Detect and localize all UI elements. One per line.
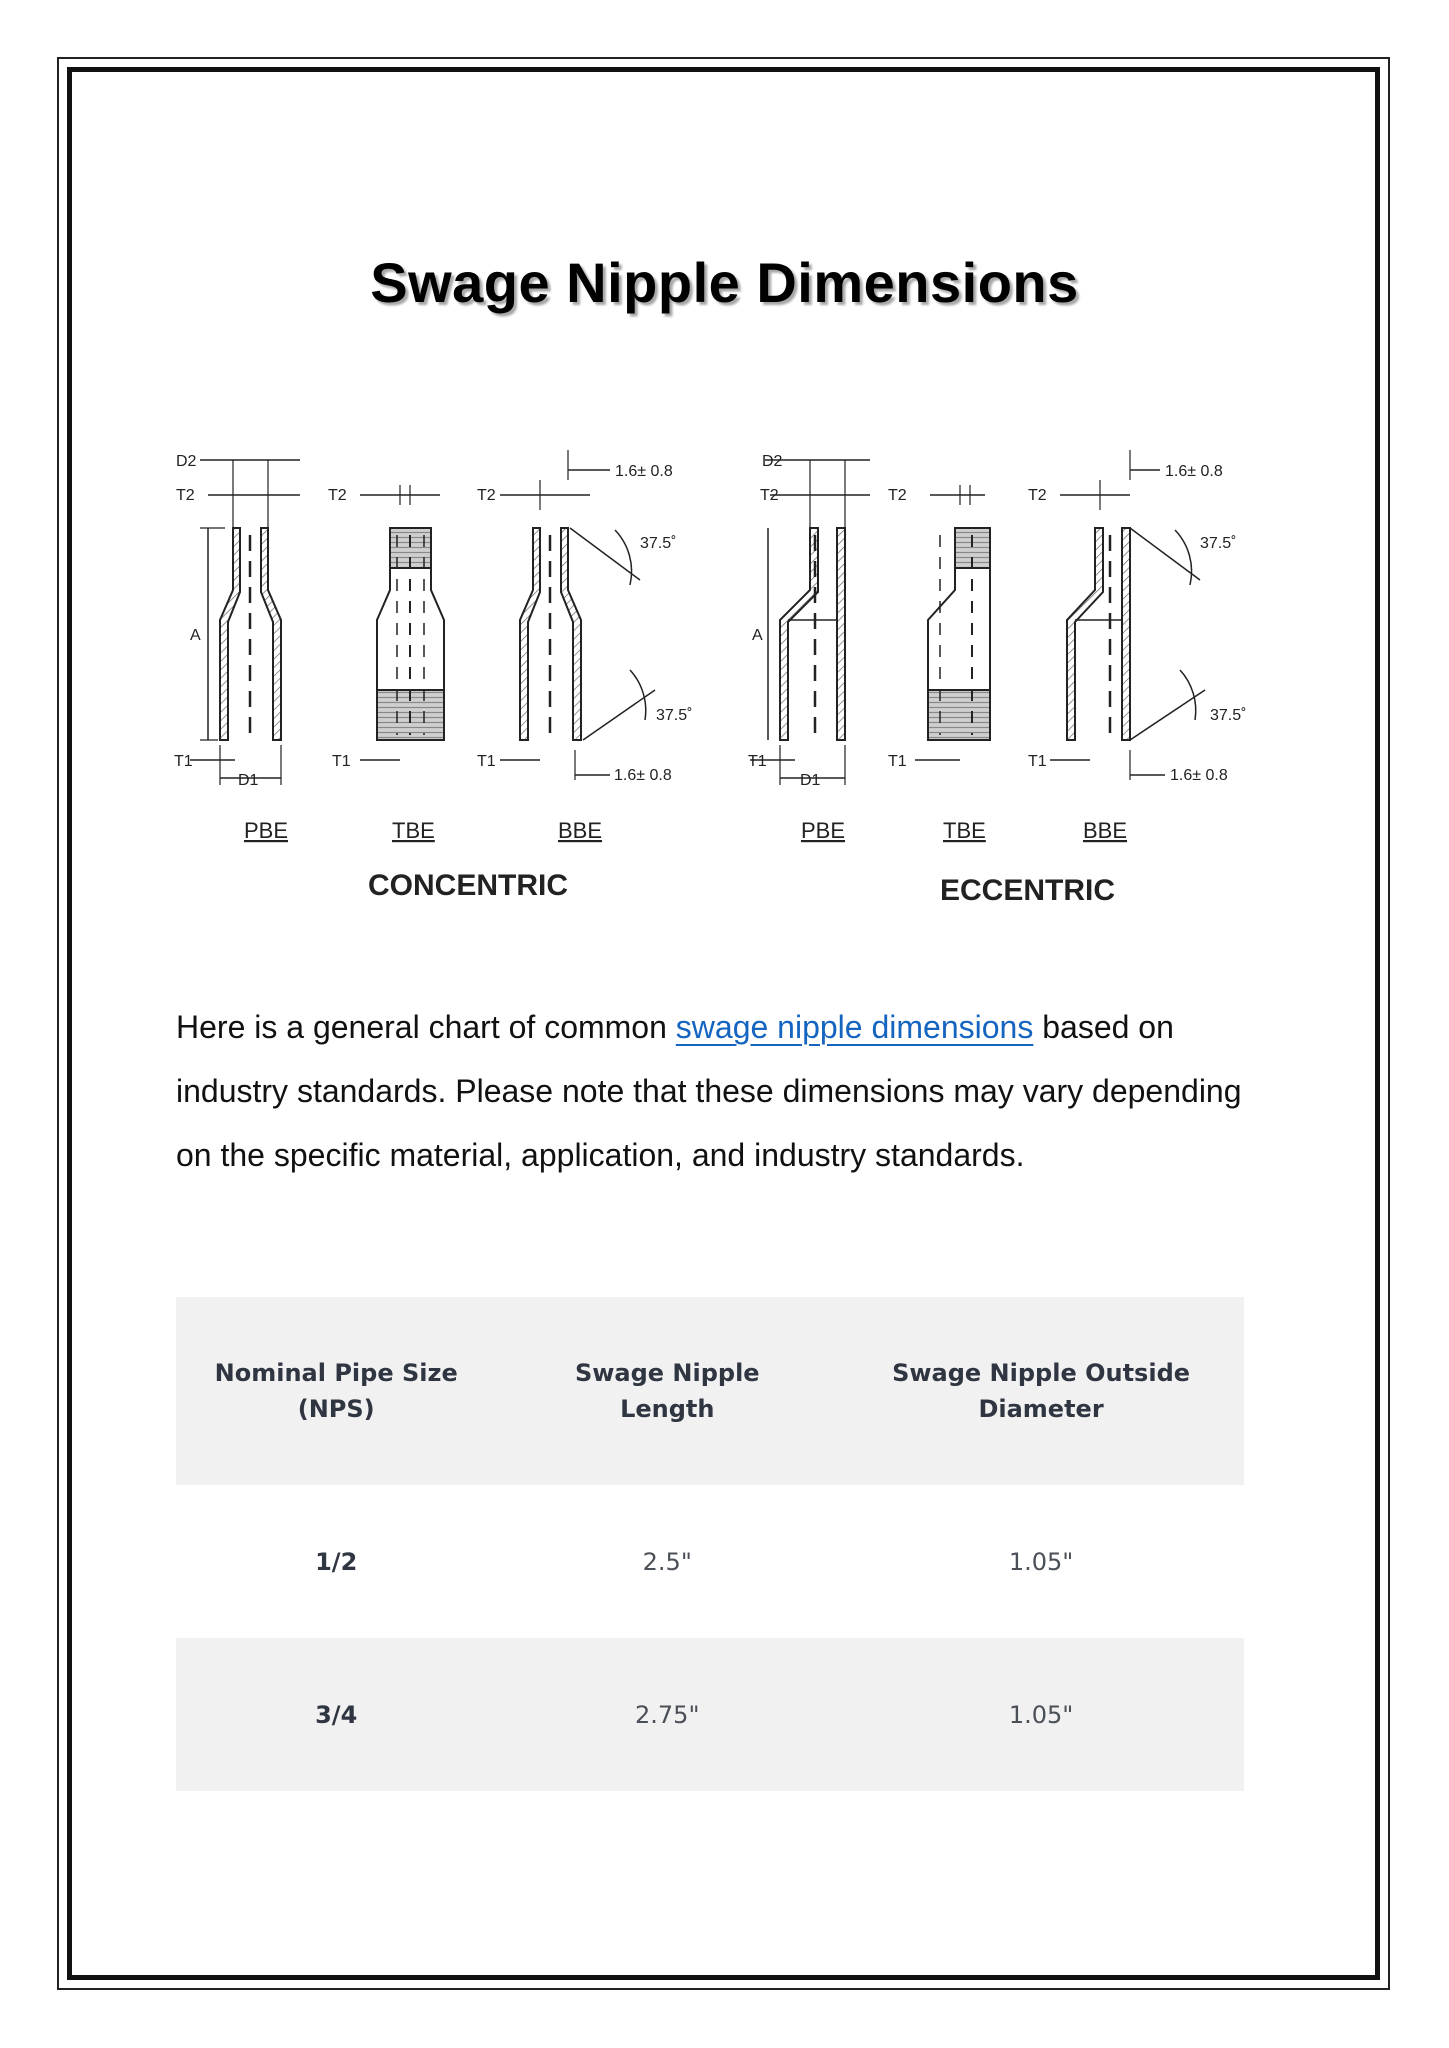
svg-text:TBE: TBE: [392, 818, 435, 843]
column-header-length: Swage Nipple Length: [574, 1359, 760, 1423]
column-header-nps: Nominal Pipe Size (NPS): [214, 1359, 458, 1423]
cell-length: 2.5": [642, 1547, 692, 1576]
svg-text:T1: T1: [888, 753, 907, 770]
svg-text:T1: T1: [477, 753, 496, 770]
column-header-outside-diameter: Swage Nipple Outside Diameter: [892, 1359, 1191, 1423]
cell-outside-diameter: 1.05": [1008, 1700, 1074, 1729]
svg-text:T1: T1: [1028, 753, 1047, 770]
svg-text:T2: T2: [176, 487, 195, 504]
intro-text-start: Here is a general chart of common: [176, 1009, 676, 1045]
svg-text:T1: T1: [748, 753, 767, 770]
svg-text:PBE: PBE: [801, 818, 846, 843]
dimensions-table-container: [176, 1297, 1244, 1791]
svg-text:T2: T2: [888, 487, 907, 504]
svg-text:A: A: [752, 627, 763, 644]
svg-text:37.5˚: 37.5˚: [656, 707, 693, 724]
cell-outside-diameter: 1.05": [1008, 1547, 1074, 1576]
svg-text:A: A: [190, 627, 201, 644]
svg-text:1.6± 0.8: 1.6± 0.8: [615, 463, 673, 480]
svg-text:T2: T2: [760, 487, 779, 504]
table-row: [176, 1485, 1244, 1638]
dimensions-table: [176, 1297, 1244, 1791]
concentric-pbe-labels: [174, 453, 288, 843]
intro-text-end: based on industry standards. Please note that these dimensions may vary depending on the specific material, application, and industry standards.: [176, 1009, 1242, 1173]
eccentric-pbe-figure: [750, 460, 870, 785]
table-row: [176, 1638, 1244, 1791]
svg-text:BBE: BBE: [1083, 818, 1128, 843]
svg-text:37.5˚: 37.5˚: [1210, 707, 1247, 724]
eccentric-pbe-labels: [748, 453, 845, 843]
swage-nipple-diagram: [170, 440, 1280, 930]
svg-text:T2: T2: [1028, 487, 1047, 504]
svg-text:D2: D2: [176, 453, 197, 470]
svg-text:TBE: TBE: [943, 818, 986, 843]
eccentric-bbe-labels: [1028, 463, 1246, 843]
svg-text:37.5˚: 37.5˚: [1200, 535, 1237, 552]
concentric-bbe-figure: [500, 450, 655, 780]
svg-text:D1: D1: [238, 772, 259, 789]
eccentric-label: ECCENTRIC: [940, 874, 1116, 907]
concentric-tbe-figure: [360, 485, 444, 760]
svg-text:1.6± 0.8: 1.6± 0.8: [1165, 463, 1223, 480]
eccentric-tbe-figure: [915, 485, 990, 760]
concentric-pbe-figure: [190, 460, 300, 785]
page-title: Swage Nipple Dimensions: [370, 251, 1079, 314]
concentric-label: CONCENTRIC: [368, 869, 568, 902]
cell-nps: 3/4: [315, 1700, 358, 1729]
svg-text:T2: T2: [477, 487, 496, 504]
svg-text:1.6± 0.8: 1.6± 0.8: [614, 767, 672, 784]
swage-nipple-dimensions-link[interactable]: swage nipple dimensions: [675, 1009, 1034, 1045]
intro-paragraph: [176, 995, 1276, 1187]
svg-text:37.5˚: 37.5˚: [640, 535, 677, 552]
svg-text:T1: T1: [174, 753, 193, 770]
cell-length: 2.75": [635, 1700, 700, 1729]
svg-text:BBE: BBE: [558, 818, 603, 843]
table-header-row: [176, 1297, 1244, 1485]
cell-nps: 1/2: [315, 1547, 358, 1576]
svg-text:D1: D1: [800, 772, 821, 789]
eccentric-bbe-figure: [1050, 450, 1205, 780]
svg-text:1.6± 0.8: 1.6± 0.8: [1170, 767, 1228, 784]
concentric-bbe-labels: [477, 463, 692, 843]
svg-text:D2: D2: [762, 453, 783, 470]
svg-text:T2: T2: [328, 487, 347, 504]
svg-text:PBE: PBE: [244, 818, 289, 843]
svg-text:T1: T1: [332, 753, 351, 770]
